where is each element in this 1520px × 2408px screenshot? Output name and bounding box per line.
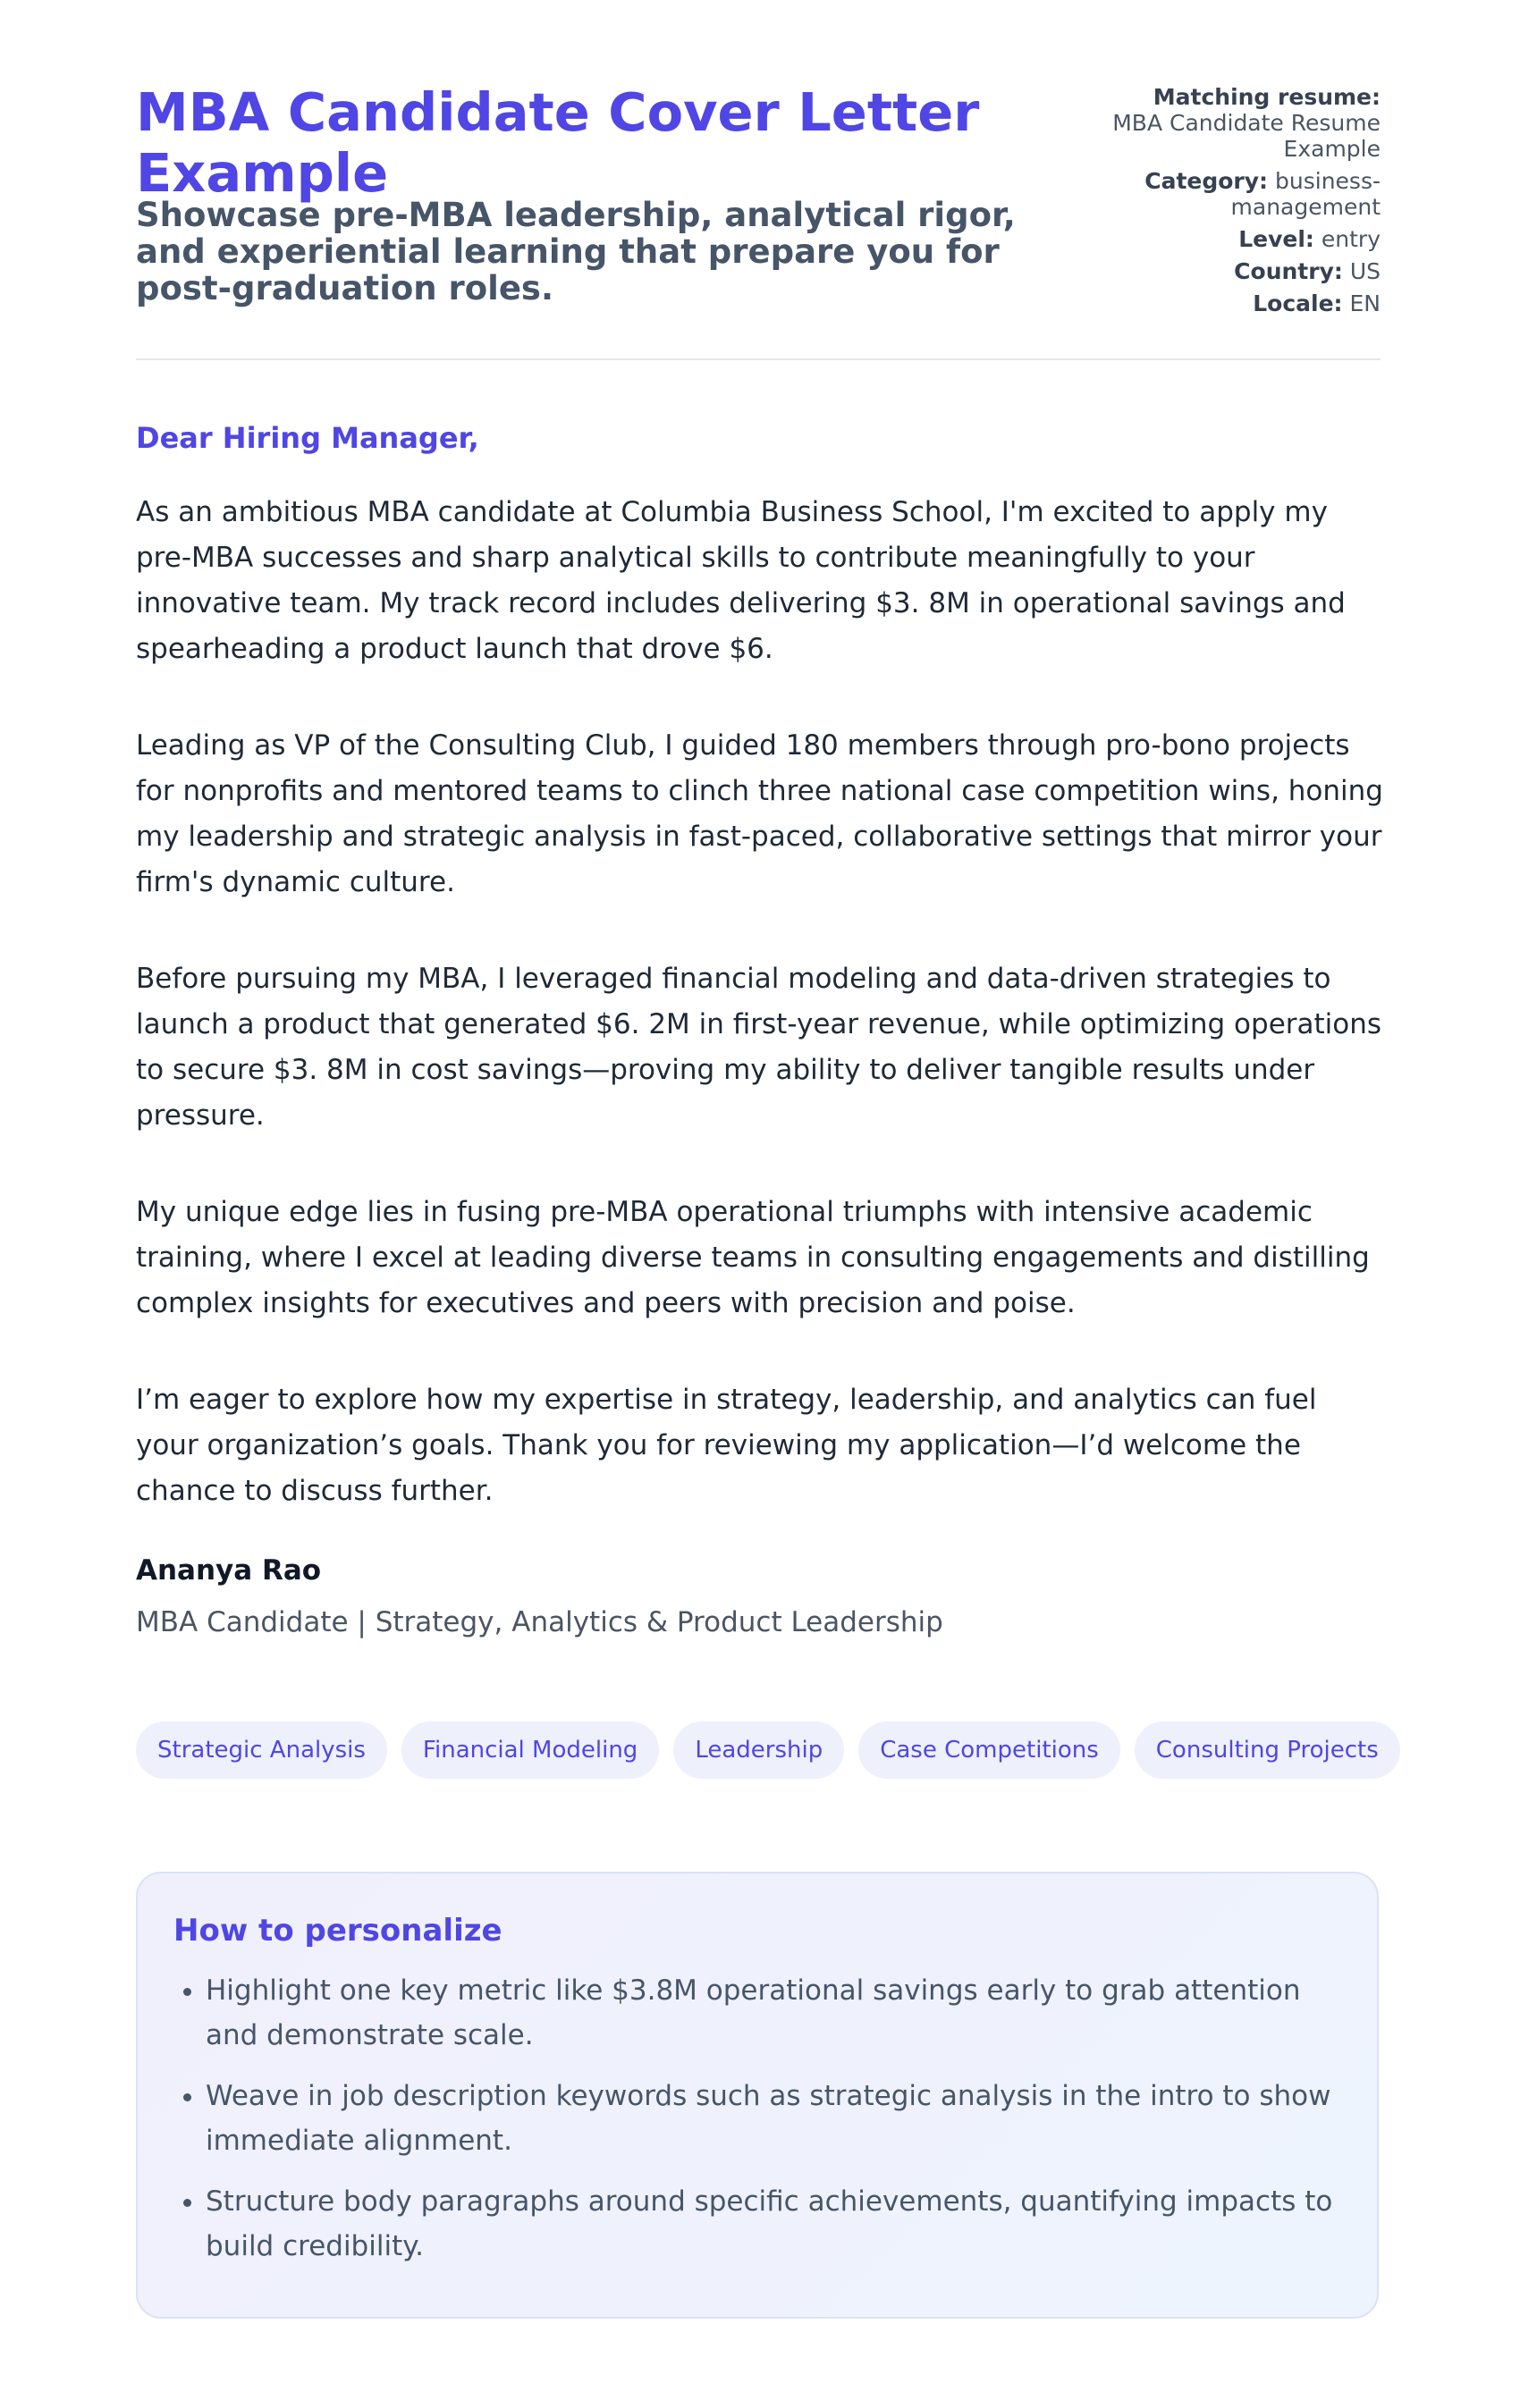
letter-paragraph: My unique edge lies in fusing pre-MBA operational triumphs with intensive academic training, where I excel at leading diverse teams in consulting engagements and distilling complex insights for executives and peers with precision and poise.	[136, 1196, 1370, 1319]
letter-paragraph: Leading as VP of the Consulting Club, I guided 180 members through pro-bono projects for nonprofits and mentored teams to clinch three national case competition wins, honing my leadership and strategic analysis in fast-paced, collaborative settings that mirror your firm's dynamic culture.	[136, 729, 1383, 898]
skill-tag: Strategic Analysis	[136, 1722, 387, 1779]
meta-country	[1112, 258, 1381, 284]
skill-tag: Financial Modeling	[401, 1722, 659, 1779]
letter-greeting: Dear Hiring Manager,	[136, 421, 479, 455]
meta-matching-resume-value: MBA Candidate Resume Example	[1112, 110, 1381, 162]
meta-level	[1112, 226, 1381, 252]
letter-paragraph: As an ambitious MBA candidate at Columbia Business School, I'm excited to apply my pre-MBA successes and sharp analytical skills to contribute meaningfully to your innovative team. My track record includes delivering $3. 8M in operational savings and spearheading a product launch that drove $6.	[136, 496, 1346, 665]
meta-matching-resume-label: Matching resume:	[1153, 84, 1381, 110]
letter-paragraph: I’m eager to explore how my expertise in strategy, leadership, and analytics can fuel your organization’s goals. Thank you for reviewing my application—I’d welcome the chance to discuss further.	[136, 1384, 1317, 1507]
meta-locale-label: Locale:	[1253, 290, 1343, 316]
meta-matching-resume	[1112, 84, 1381, 162]
personalize-tips-panel	[136, 1872, 1379, 2319]
page-subtitle: Showcase pre-MBA leadership, analytical rigor, and experiential learning that prepare you for post-graduation roles.	[136, 196, 1016, 307]
meta-category-value: business-management	[1230, 168, 1381, 220]
letter-body	[136, 490, 1388, 1565]
meta-locale	[1112, 290, 1381, 316]
meta-level-label: Level:	[1238, 226, 1314, 252]
skill-tag: Consulting Projects	[1135, 1722, 1400, 1779]
signature-name: Ananya Rao	[136, 1554, 322, 1587]
tip-item: • Structure body paragraphs around specific achievements, quantifying impacts to build credibility.	[206, 2179, 1341, 2269]
page-title: MBA Candidate Cover Letter Example	[136, 81, 980, 204]
letter-paragraph: Before pursuing my MBA, I leveraged financial modeling and data-driven strategies to launch a product that generated $6. 2M in first-year revenue, while optimizing operations to secure $3. 8M in cost savings—proving my ability to deliver tangible results under pressure.	[136, 963, 1382, 1132]
tip-item: • Highlight one key metric like $3.8M operational savings early to grab attention and demonstrate scale.	[206, 1968, 1341, 2058]
meta-level-value: entry	[1321, 226, 1381, 252]
meta-country-value: US	[1349, 258, 1381, 284]
meta-locale-value: EN	[1349, 290, 1381, 316]
meta-category-label: Category:	[1144, 168, 1269, 194]
skill-tag: Leadership	[673, 1722, 844, 1779]
header-divider	[136, 358, 1381, 360]
tips-list	[173, 1968, 1341, 2269]
tips-heading: How to personalize	[173, 1913, 502, 1949]
signature-title: MBA Candidate | Strategy, Analytics & Product Leadership	[136, 1606, 943, 1638]
skill-tag: Case Competitions	[858, 1722, 1120, 1779]
skill-tags	[136, 1722, 1400, 1779]
meta-category	[1112, 168, 1381, 220]
tip-item: • Weave in job description keywords such as strategic analysis in the intro to show immediate alignment.	[206, 2074, 1341, 2163]
meta-panel	[1112, 84, 1381, 323]
meta-country-label: Country:	[1234, 258, 1343, 284]
